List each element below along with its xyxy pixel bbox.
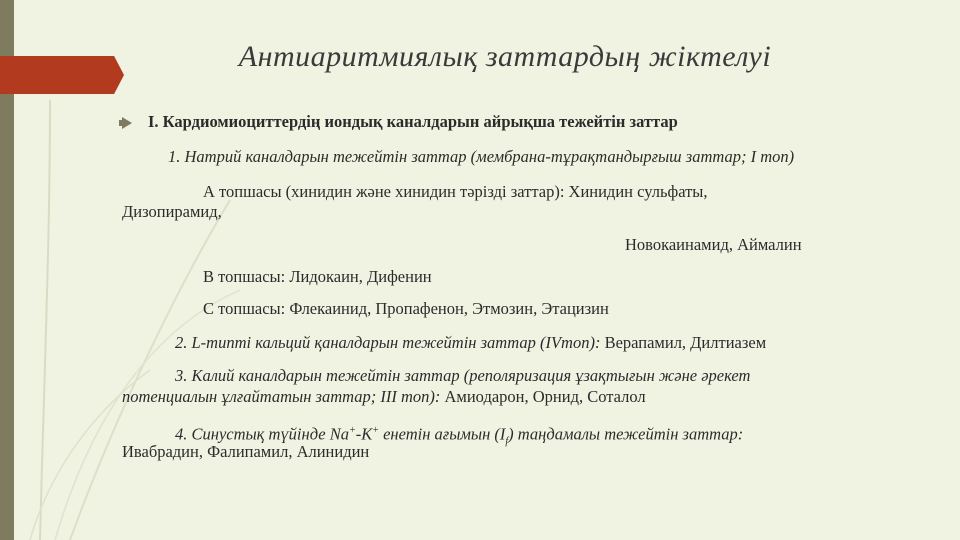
section-heading: I. Кардиомиоциттердің иондық каналдарын айрықша тежейтін заттар [148, 112, 678, 131]
item-3-line-1: 3. Калий каналдарын тежейтін заттар (реполяризация ұзақтығын және әрекет [175, 366, 751, 385]
item-2-italic: 2. L-типті кальций қаналдарын тежейтін заттар (IVтоп): [175, 333, 601, 352]
page-title: Антиаритмиялық заттардың жіктелуі [238, 40, 772, 73]
item-3-line-2-plain: Амиодарон, Орнид, Соталол [440, 387, 646, 406]
group-b: В топшасы: Лидокаин, Дифенин [203, 267, 432, 286]
item-4-part-3: енетін ағымын (I [378, 424, 506, 444]
group-a-line-1: А топшасы (хинидин және хинидин тәрізді заттар): Хинидин сульфаты, [203, 182, 708, 201]
item-4-part-4: ) таңдамалы тежейтін заттар: [508, 424, 744, 444]
item-4-sup-1: + [348, 425, 356, 436]
bullet-arrow-icon [122, 117, 132, 129]
item-4-sub: f [505, 435, 509, 447]
item-4-part-2: -K [355, 424, 373, 444]
group-a-line-2: Дизопирамид, [122, 202, 222, 221]
group-c: С топшасы: Флекаинид, Пропафенон, Этмозин, Этацизин [203, 299, 609, 318]
item-3-line-2 [122, 387, 646, 407]
item-2 [175, 333, 766, 353]
item-4-part-1: 4. Синустық түйінде Na [175, 424, 349, 444]
item-4-sup-2: + [372, 425, 379, 436]
item-1: 1. Натрий каналдарын тежейтін заттар (мембрана-тұрақтандырғыш заттар; I топ) [168, 147, 795, 166]
item-3-line-2-italic: потенциалын ұлғайтатын заттар; III топ): [122, 387, 441, 406]
group-a-line-3: Новокаинамид, Аймалин [625, 235, 802, 254]
item-2-plain: Верапамил, Дилтиазем [600, 333, 767, 352]
item-4-line-2: Ивабрадин, Фалипамил, Алинидин [122, 442, 370, 461]
